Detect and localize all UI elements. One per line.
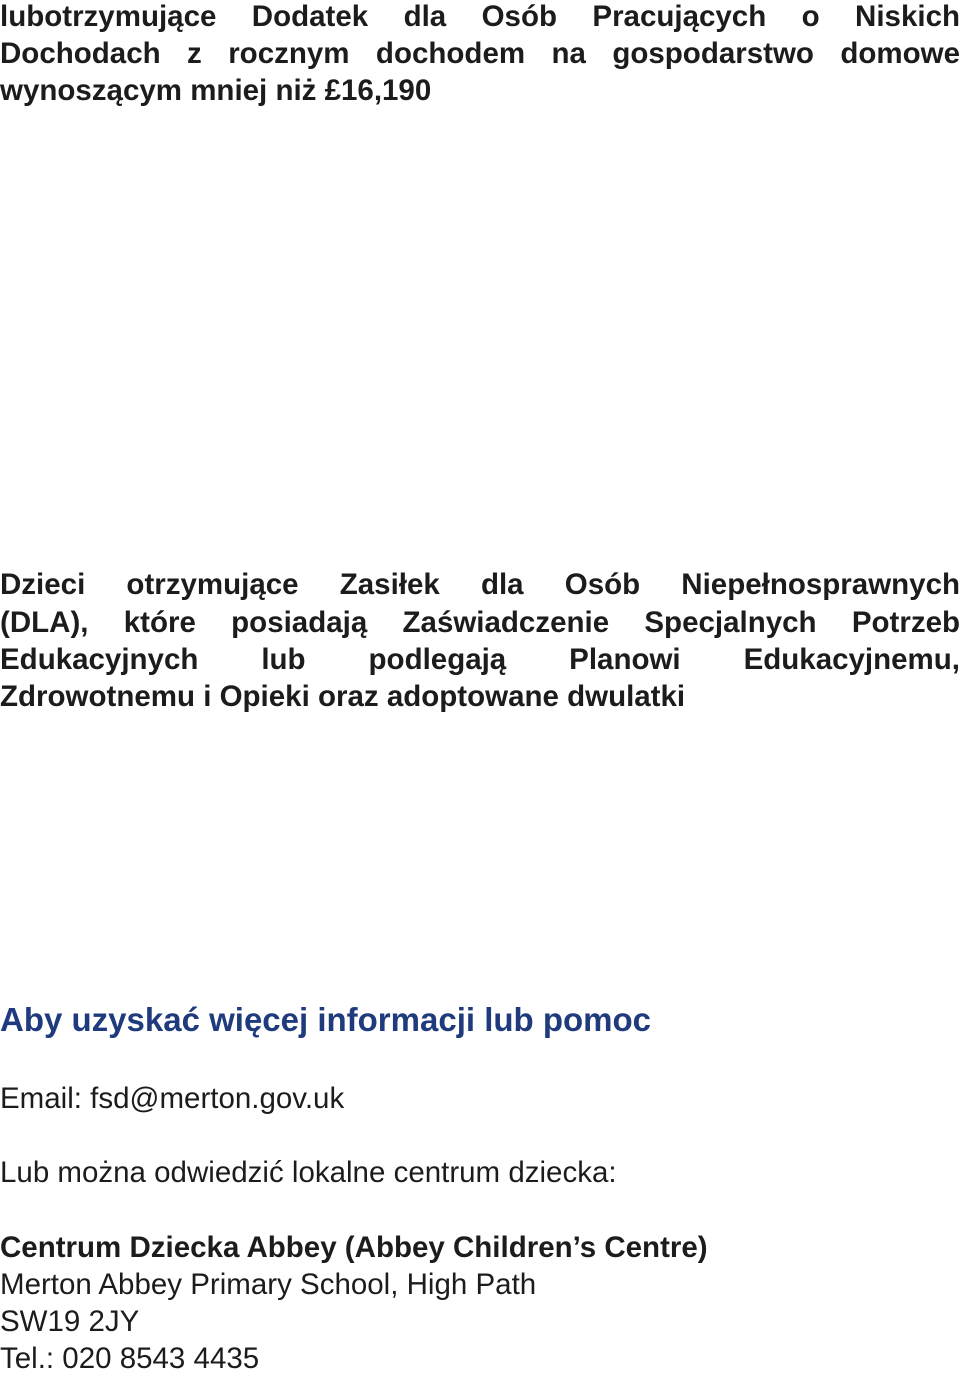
postcode: SW19 2JY bbox=[0, 1305, 140, 1338]
section2-heading-line-3: Edukacyjnych lub podlegają Planowi Edukacyjnemu, bbox=[0, 643, 960, 676]
email-label: Email: bbox=[0, 1082, 91, 1115]
section1-heading-line-3: wynoszącym mniej niż £16,190 bbox=[0, 74, 432, 107]
section2-heading-line-4: Zdrowotnemu i Opieki oraz adoptowane dwulatki bbox=[0, 680, 686, 713]
help-heading: Aby uzyskać więcej informacji lub pomoc bbox=[0, 1001, 652, 1038]
address-line: Merton Abbey Primary School, High Path bbox=[0, 1268, 537, 1301]
email-link[interactable]: fsd@merton.gov.uk bbox=[90, 1082, 345, 1115]
email-line bbox=[0, 1080, 960, 1117]
section1-heading-line-2: Dochodach z rocznym dochodem na gospodarstwo domowe bbox=[0, 37, 960, 70]
section1-heading-line-1: lubotrzymujące Dodatek dla Osób Pracujących o Niskich bbox=[0, 0, 960, 33]
phone-number[interactable]: Tel.: 020 8543 4435 bbox=[0, 1342, 260, 1375]
section2-heading-line-1: Dzieci otrzymujące Zasiłek dla Osób Niepełnosprawnych bbox=[0, 568, 960, 601]
section2-heading-line-2: (DLA), które posiadają Zaświadczenie Specjalnych Potrzeb bbox=[0, 606, 960, 639]
centre-name: Centrum Dziecka Abbey (Abbey Children’s Centre) bbox=[0, 1231, 708, 1264]
visit-text: Lub można odwiedzić lokalne centrum dziecka: bbox=[0, 1156, 617, 1189]
